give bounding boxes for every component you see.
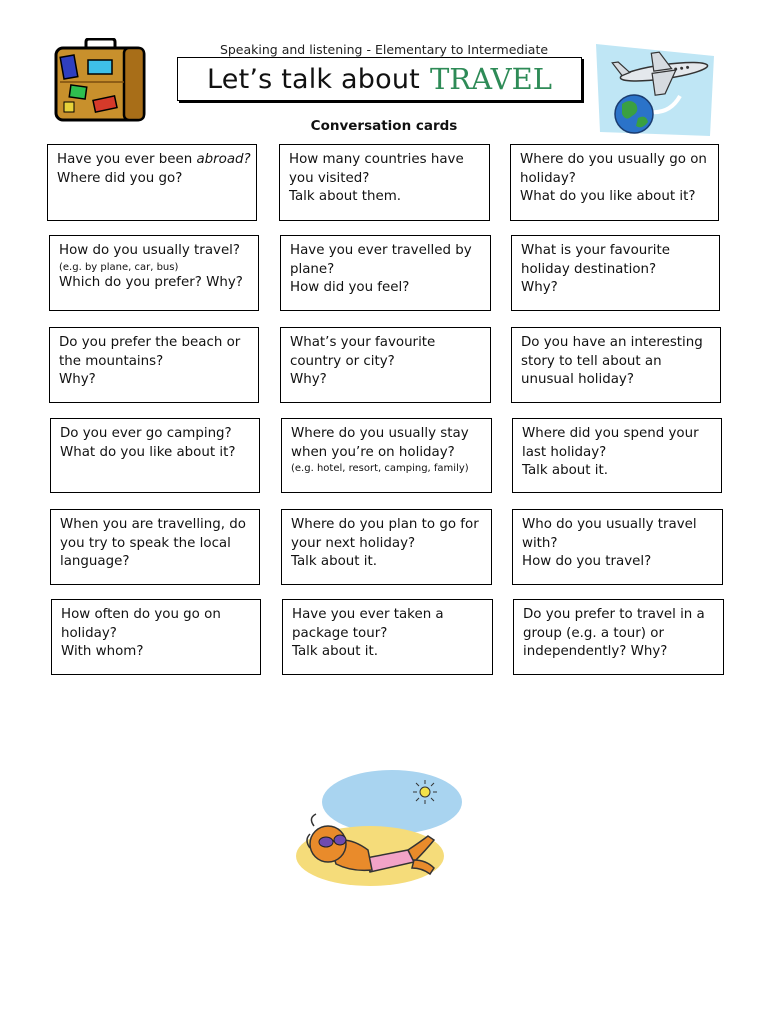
card-line: How often do you go on <box>61 607 221 622</box>
conversation-card <box>512 509 723 585</box>
conversation-card <box>513 599 724 675</box>
card-line: you try to speak the local <box>60 535 231 551</box>
card-line: What do you like about it? <box>520 189 696 204</box>
conversation-card <box>512 418 722 493</box>
card-line: you visited? <box>289 170 370 186</box>
card-line: What’s your favourite <box>290 335 436 350</box>
card-line: How do you usually travel? <box>59 243 241 258</box>
conversation-card <box>280 235 491 311</box>
card-line: How did you feel? <box>290 280 410 295</box>
card-line: the mountains? <box>59 353 164 369</box>
card-line: Do you prefer the beach or <box>59 335 241 350</box>
conversation-card <box>511 327 721 403</box>
card-line: Where do you usually stay <box>291 426 469 441</box>
card-text: Have you ever been <box>57 152 197 167</box>
card-line: last holiday? <box>522 444 607 460</box>
conversation-card <box>510 144 719 221</box>
conversation-card <box>50 509 260 585</box>
title-text: Let’s talk about <box>207 63 420 95</box>
card-line: independently? Why? <box>523 644 668 659</box>
card-line: your next holiday? <box>291 535 416 551</box>
section-heading: Conversation cards <box>310 118 458 134</box>
card-line: Where did you go? <box>57 170 183 186</box>
card-line: Where did you spend your <box>522 426 699 441</box>
page-title <box>177 57 582 101</box>
suitcase-icon <box>52 38 150 124</box>
card-line: Have you ever travelled by <box>290 243 472 258</box>
conversation-card <box>49 327 259 403</box>
card-line: How do you travel? <box>522 554 652 569</box>
conversation-card <box>282 599 493 675</box>
card-line: holiday? <box>520 170 576 186</box>
conversation-card <box>51 599 261 675</box>
card-line: With whom? <box>61 644 144 659</box>
card-line: Why? <box>521 280 558 295</box>
card-emphasis: abroad? <box>196 152 251 167</box>
card-line: Why? <box>290 372 327 387</box>
card-line: unusual holiday? <box>521 372 634 387</box>
card-line: Do you have an interesting <box>521 335 703 350</box>
card-line: group (e.g. a tour) or <box>523 625 664 641</box>
card-line: holiday? <box>61 625 117 641</box>
card-line: plane? <box>290 261 335 277</box>
sunbathing-person-icon <box>296 764 466 894</box>
card-line: Who do you usually travel <box>522 517 697 532</box>
card-line: Do you ever go camping? <box>60 426 232 441</box>
airplane-globe-icon <box>592 42 718 138</box>
card-note: (e.g. hotel, resort, camping, family) <box>291 463 469 474</box>
card-line <box>57 151 251 170</box>
card-line: Where do you usually go on <box>520 152 707 167</box>
title-keyword: TRAVEL <box>429 62 552 96</box>
conversation-card <box>279 144 490 221</box>
conversation-card <box>280 327 491 403</box>
card-line: when you’re on holiday? <box>291 444 455 460</box>
conversation-card <box>50 418 260 493</box>
card-line: Have you ever taken a <box>292 607 444 622</box>
conversation-card <box>47 144 257 221</box>
card-line: story to tell about an <box>521 353 662 369</box>
card-line: package tour? <box>292 625 388 641</box>
card-line: When you are travelling, do <box>60 517 246 532</box>
conversation-card <box>49 235 259 311</box>
card-line: What do you like about it? <box>60 444 236 460</box>
card-line: Why? <box>59 372 96 387</box>
card-line: language? <box>60 554 130 569</box>
conversation-card <box>281 418 492 493</box>
card-line: with? <box>522 535 558 551</box>
card-line: country or city? <box>290 353 395 369</box>
card-line: What is your favourite <box>521 243 670 258</box>
card-line: Which do you prefer? Why? <box>59 274 243 290</box>
card-line: Do you prefer to travel in a <box>523 607 705 622</box>
card-line: Talk about it. <box>291 554 378 569</box>
card-note: (e.g. by plane, car, bus) <box>59 261 179 273</box>
conversation-card <box>511 235 720 311</box>
worksheet-subtitle: Speaking and listening - Elementary to Intermediate <box>219 42 549 57</box>
card-line: Talk about it. <box>292 644 379 659</box>
conversation-card <box>281 509 492 585</box>
card-line: holiday destination? <box>521 261 657 277</box>
card-line: Talk about them. <box>289 189 402 204</box>
card-line: Where do you plan to go for <box>291 517 479 532</box>
card-line: How many countries have <box>289 152 464 167</box>
card-line: Talk about it. <box>522 463 609 478</box>
